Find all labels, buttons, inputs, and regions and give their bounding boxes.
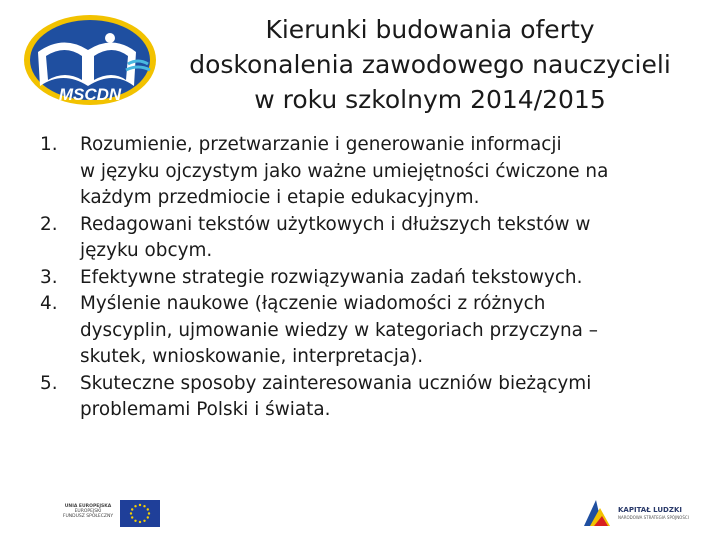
item-line: Myślenie naukowe (łączenie wiadomości z różnych (80, 293, 546, 314)
list-item (40, 265, 710, 292)
mscdn-logo (18, 12, 158, 110)
item-line: Redagowani tekstów użytkowych i dłuższych tekstów w (80, 213, 591, 235)
title-line: Kierunki budowania oferty (265, 15, 595, 44)
item-line: dyscyplin, ujmowanie wiedzy w kategoriach przyczyna – (80, 319, 598, 341)
item-line: Efektywne strategie rozwiązywania zadań tekstowych. (80, 266, 583, 288)
eu-text (62, 504, 114, 519)
title-line: w roku szkolnym 2014/2015 (254, 85, 606, 114)
item-line: Rozumienie, przetwarzanie i generowanie informacji (80, 134, 562, 155)
slide-title (150, 12, 710, 117)
item-line: skutek, wnioskowanie, interpretacja). (80, 346, 424, 367)
eu-text-line: UNIA EUROPEJSKA (64, 504, 112, 509)
topics-list (40, 132, 710, 424)
item-line: w języku ojczystym jako ważne umiejętności ćwiczone na (80, 160, 609, 182)
item-line: każdym przedmiocie i etapie edukacyjnym. (80, 187, 480, 208)
logo-text: MSCDN (58, 85, 122, 104)
eu-flag-icon (120, 500, 160, 527)
list-item (40, 212, 710, 265)
item-number: 3. (40, 266, 58, 288)
kapital-ludzki-logo (580, 496, 695, 530)
kapital-ludzki-icon (580, 496, 614, 530)
item-line: Skuteczne sposoby zainteresowania uczniów bieżącymi (80, 372, 592, 394)
list-item (40, 291, 710, 371)
kapital-ludzki-title: KAPITAŁ LUDZKI (618, 506, 682, 514)
item-number: 2. (40, 213, 58, 235)
item-line: problemami Polski i świata. (80, 399, 331, 420)
item-number: 1. (40, 134, 58, 155)
item-number: 4. (40, 293, 58, 314)
list-item (40, 371, 710, 424)
eu-logo (62, 500, 162, 528)
list-item (40, 132, 710, 212)
title-line: doskonalenia zawodowego nauczycieli (189, 50, 671, 79)
eu-text-line: EUROPEJSKI (74, 509, 102, 514)
eu-text-line: FUNDUSZ SPOŁECZNY (62, 514, 114, 519)
item-line: języku obcym. (80, 240, 213, 261)
item-number: 5. (40, 372, 58, 394)
kapital-ludzki-subtitle: NARODOWA STRATEGIA SPÓJNOŚCI (618, 515, 689, 520)
